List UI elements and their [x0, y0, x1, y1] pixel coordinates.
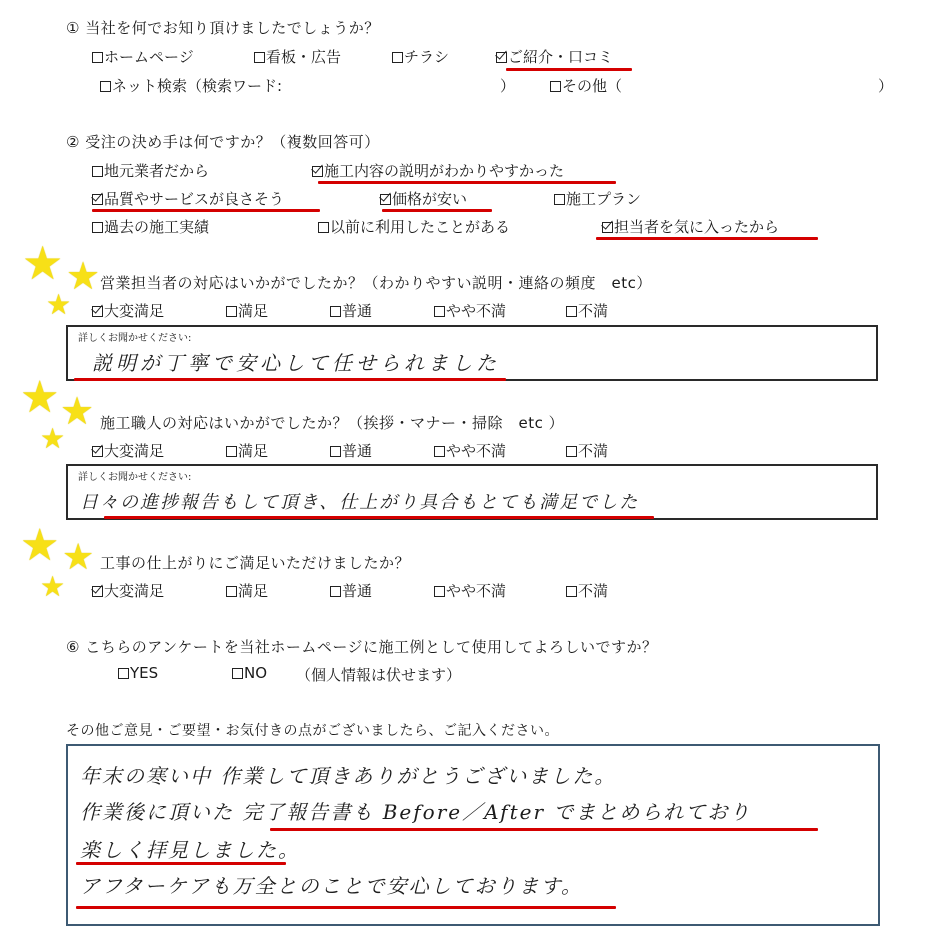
checked-checkbox-icon[interactable] [92, 306, 103, 317]
q1-option-flyer[interactable]: チラシ [392, 46, 449, 67]
q4-question: 施工職人の対応はいかがでしたか？（挨拶・マナー・掃除 etc ） [100, 414, 565, 432]
star-icon: ★ [66, 254, 101, 298]
q5-question: 工事の仕上がりにご満足いただけましたか？ [100, 554, 411, 572]
q3-rating-dissatisfied[interactable]: 不満 [566, 300, 608, 321]
star-icon: ★ [62, 537, 95, 578]
checked-checkbox-icon[interactable] [92, 446, 103, 457]
q2-option-used-before[interactable]: 以前に利用したことがある [318, 216, 510, 237]
q1-option-signboard[interactable]: 看板・広告 [254, 46, 341, 67]
other-line-4: アフターケアも万全とのことで安心しております。 [80, 874, 583, 898]
q3-comment-box[interactable] [66, 325, 878, 381]
checkbox-icon[interactable] [554, 194, 565, 205]
checkbox-icon[interactable] [226, 446, 237, 457]
q5-rating-normal[interactable]: 普通 [330, 580, 372, 601]
checkbox-icon[interactable] [566, 586, 577, 597]
checkbox-icon[interactable] [118, 668, 129, 679]
q4-rating-slightly-dissatisfied[interactable]: やや不満 [434, 440, 506, 461]
q6-note: （個人情報は伏せます） [296, 666, 462, 684]
q1-question: ① 当社を何でお知り頂けましたでしょうか？ [66, 19, 380, 37]
q4-comment: 日々の進捗報告もして頂き、仕上がり具合もとても満足でした [80, 492, 640, 513]
q3-rating-satisfied[interactable]: 満足 [226, 300, 268, 321]
underline [76, 906, 616, 909]
q1-option-other[interactable]: その他（ [550, 75, 622, 96]
q4-rating-satisfied[interactable]: 満足 [226, 440, 268, 461]
q1-option-referral[interactable]: ご紹介・口コミ [496, 46, 613, 67]
checkbox-icon[interactable] [226, 306, 237, 317]
q2-option-plan[interactable]: 施工プラン [554, 188, 641, 209]
q2-option-explanation[interactable]: 施工内容の説明がわかりやすかった [312, 160, 564, 181]
checked-checkbox-icon[interactable] [92, 194, 103, 205]
q2-option-local[interactable]: 地元業者だから [92, 160, 209, 181]
checked-checkbox-icon[interactable] [92, 586, 103, 597]
q4-rating-very-satisfied[interactable]: 大変満足 [92, 440, 164, 461]
star-icon: ★ [60, 389, 95, 433]
checkbox-icon[interactable] [434, 306, 445, 317]
checkbox-icon[interactable] [330, 586, 341, 597]
checked-checkbox-icon[interactable] [496, 52, 507, 63]
underline [74, 378, 506, 381]
checked-checkbox-icon[interactable] [312, 166, 323, 177]
q6-option-yes[interactable]: YES [118, 664, 158, 682]
checkbox-icon[interactable] [100, 81, 111, 92]
underline [506, 68, 632, 71]
q5-rating-very-satisfied[interactable]: 大変満足 [92, 580, 164, 601]
checkbox-icon[interactable] [330, 446, 341, 457]
checked-checkbox-icon[interactable] [380, 194, 391, 205]
underline [104, 516, 654, 519]
other-line-3: 楽しく拝見しました。 [80, 838, 300, 862]
q5-rating-dissatisfied[interactable]: 不満 [566, 580, 608, 601]
underline [382, 209, 492, 212]
star-icon: ★ [20, 520, 60, 571]
other-line-2: 作業後に頂いた 完了報告書も Before／After でまとめられており [80, 800, 752, 824]
detail-label: 詳しくお聞かせください: [78, 472, 192, 483]
checkbox-icon[interactable] [232, 668, 243, 679]
q3-rating-slightly-dissatisfied[interactable]: やや不満 [434, 300, 506, 321]
q3-rating-normal[interactable]: 普通 [330, 300, 372, 321]
underline [318, 181, 616, 184]
q2-option-price[interactable]: 価格が安い [380, 188, 467, 209]
q1-option-homepage[interactable]: ホームページ [92, 46, 194, 67]
star-icon: ★ [40, 422, 66, 455]
other-comment-box[interactable] [66, 744, 880, 926]
checkbox-icon[interactable] [330, 306, 341, 317]
q5-rating-satisfied[interactable]: 満足 [226, 580, 268, 601]
checkbox-icon[interactable] [92, 52, 103, 63]
q1-close-paren-2: ） [878, 77, 894, 95]
q1-close-paren: ） [500, 77, 516, 95]
checkbox-icon[interactable] [226, 586, 237, 597]
checked-checkbox-icon[interactable] [602, 222, 613, 233]
q6-question: ⑥ こちらのアンケートを当社ホームページに施工例として使用してよろしいですか？ [66, 638, 658, 656]
checkbox-icon[interactable] [550, 81, 561, 92]
q5-rating-slightly-dissatisfied[interactable]: やや不満 [434, 580, 506, 601]
q3-rating-very-satisfied[interactable]: 大変満足 [92, 300, 164, 321]
checkbox-icon[interactable] [392, 52, 403, 63]
star-icon: ★ [40, 570, 66, 603]
q3-comment: 説明が丁寧で安心して任せられました [92, 351, 500, 375]
underline [596, 237, 818, 240]
q4-comment-box[interactable] [66, 464, 878, 520]
q6-option-no[interactable]: NO [232, 664, 267, 682]
checkbox-icon[interactable] [318, 222, 329, 233]
q4-rating-dissatisfied[interactable]: 不満 [566, 440, 608, 461]
q2-option-quality[interactable]: 品質やサービスが良さそう [92, 188, 284, 209]
underline [76, 862, 286, 865]
other-line-1: 年末の寒い中 作業して頂きありがとうございました。 [80, 764, 617, 788]
checkbox-icon[interactable] [254, 52, 265, 63]
checkbox-icon[interactable] [566, 306, 577, 317]
checkbox-icon[interactable] [92, 166, 103, 177]
q2-question: ② 受注の決め手は何ですか？（複数回答可） [66, 133, 380, 151]
underline [270, 828, 818, 831]
checkbox-icon[interactable] [434, 586, 445, 597]
underline [92, 209, 320, 212]
q2-option-staff[interactable]: 担当者を気に入ったから [602, 216, 779, 237]
q1-option-net-search[interactable]: ネット検索（検索ワード: [100, 75, 282, 96]
detail-label: 詳しくお聞かせください: [78, 333, 192, 344]
q4-rating-normal[interactable]: 普通 [330, 440, 372, 461]
q2-option-past-work[interactable]: 過去の施工実績 [92, 216, 209, 237]
other-prompt: その他ご意見・ご要望・お気付きの点がございましたら、ご記入ください。 [66, 723, 559, 739]
checkbox-icon[interactable] [92, 222, 103, 233]
checkbox-icon[interactable] [434, 446, 445, 457]
star-icon: ★ [20, 372, 60, 423]
checkbox-icon[interactable] [566, 446, 577, 457]
star-icon: ★ [22, 236, 64, 290]
star-icon: ★ [46, 288, 72, 321]
q3-question: 営業担当者の対応はいかがでしたか？（わかりやすい説明・連絡の頻度 etc） [100, 274, 652, 292]
